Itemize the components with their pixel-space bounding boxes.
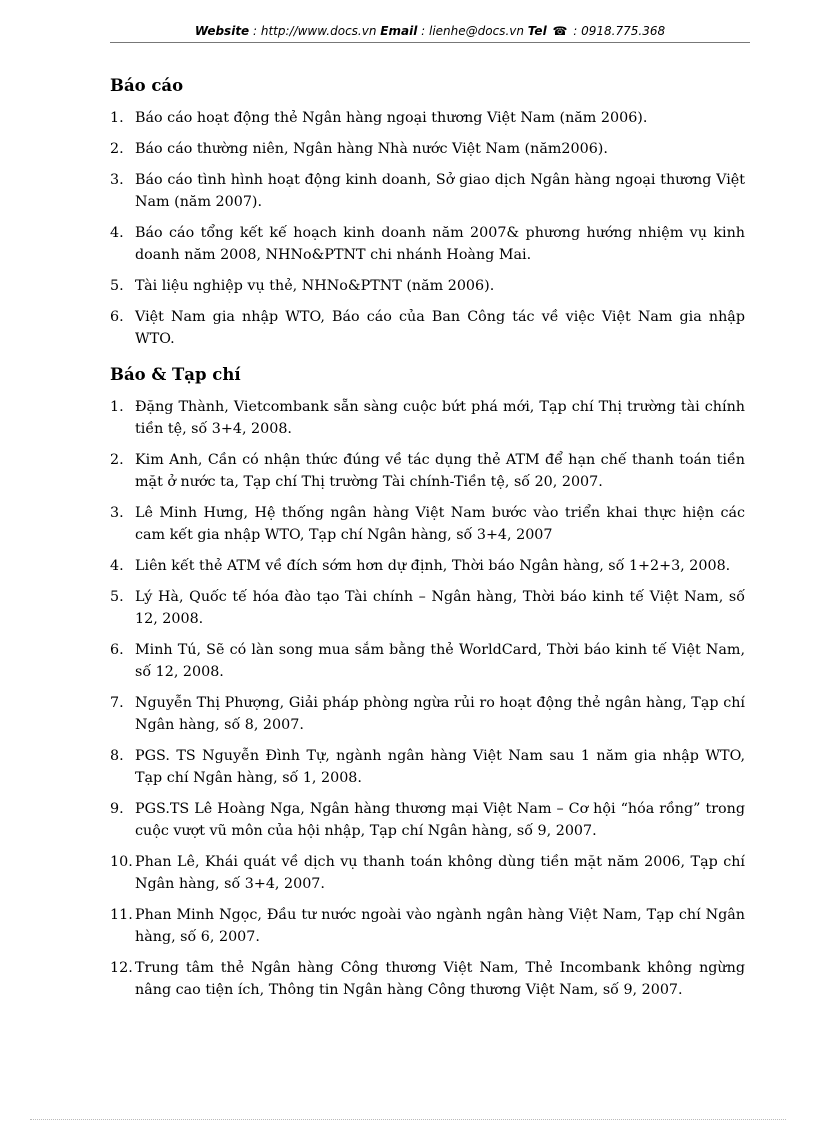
item-number: 1. — [110, 399, 124, 415]
item-number: 6. — [110, 309, 124, 325]
item-text: PGS.TS Lê Hoàng Nga, Ngân hàng thương mại Việt Nam – Cơ hội “hóa rồng” trong cuộc vượt vũ môn của hội nhập, Tạp chí Ngân hàng, số 9, 2007. — [135, 801, 745, 839]
item-text: Báo cáo thường niên, Ngân hàng Nhà nước Việt Nam (năm2006). — [135, 141, 608, 157]
list-item — [110, 222, 745, 266]
item-number: 5. — [110, 589, 124, 605]
footer-divider — [30, 1119, 786, 1120]
email-label: Email — [380, 24, 418, 38]
item-number: 2. — [110, 141, 124, 157]
item-text: Minh Tú, Sẽ có làn song mua sắm bằng thẻ WorldCard, Thời báo kinh tế Việt Nam, số 12, 2008. — [135, 642, 745, 680]
list-item — [110, 745, 745, 789]
website-separator: : — [249, 24, 261, 38]
list-item — [110, 169, 745, 213]
item-text: Phan Lê, Khái quát về dịch vụ thanh toán không dùng tiền mặt năm 2006, Tạp chí Ngân hàng, số 3+4, 2007. — [135, 854, 745, 892]
phone-icon: ☎ — [552, 24, 568, 38]
press-list — [110, 396, 745, 1001]
list-item — [110, 555, 745, 577]
list-item — [110, 851, 745, 895]
item-text: Báo cáo tình hình hoạt động kinh doanh, Sở giao dịch Ngân hàng ngoại thương Việt Nam (năm 2007). — [135, 172, 745, 210]
reports-list — [110, 107, 745, 350]
item-text: Kim Anh, Cần có nhận thức đúng về tác dụng thẻ ATM để hạn chế thanh toán tiền mặt ở nước ta, Tạp chí Thị trường Tài chính-Tiền tệ, số 20, 2007. — [135, 452, 745, 490]
item-text: Tài liệu nghiệp vụ thẻ, NHNo&PTNT (năm 2006). — [135, 278, 495, 294]
item-text: Lý Hà, Quốc tế hóa đào tạo Tài chính – Ngân hàng, Thời báo kinh tế Việt Nam, số 12, 2008. — [135, 589, 745, 627]
email-separator: : — [417, 24, 429, 38]
website-url[interactable]: http://www.docs.vn — [260, 24, 377, 38]
item-number: 4. — [110, 558, 124, 574]
references-content — [110, 74, 745, 1010]
list-item — [110, 275, 745, 297]
item-number: 3. — [110, 505, 124, 521]
item-text: Phan Minh Ngọc, Đầu tư nước ngoài vào ngành ngân hàng Việt Nam, Tạp chí Ngân hàng, số 6, 2007. — [135, 907, 745, 945]
item-number: 5. — [110, 278, 124, 294]
email-address[interactable]: lienhe@docs.vn — [428, 24, 524, 38]
item-number: 7. — [110, 695, 124, 711]
list-item — [110, 692, 745, 736]
item-number: 10. — [110, 854, 133, 870]
list-item — [110, 957, 745, 1001]
item-text: Báo cáo hoạt động thẻ Ngân hàng ngoại thương Việt Nam (năm 2006). — [135, 110, 648, 126]
item-text: Lê Minh Hưng, Hệ thống ngân hàng Việt Nam bước vào triển khai thực hiện các cam kết gia nhập WTO, Tạp chí Ngân hàng, số 3+4, 2007 — [135, 505, 745, 543]
list-item — [110, 502, 745, 546]
section-title-reports: Báo cáo — [110, 76, 184, 95]
website-label: Website — [194, 24, 250, 38]
section-title-press: Báo & Tạp chí — [110, 365, 241, 384]
item-text: Việt Nam gia nhập WTO, Báo cáo của Ban Công tác về việc Việt Nam gia nhập WTO. — [135, 309, 745, 347]
list-item — [110, 449, 745, 493]
list-item — [110, 107, 745, 129]
list-item — [110, 798, 745, 842]
item-number: 2. — [110, 452, 124, 468]
item-number: 9. — [110, 801, 124, 817]
list-item — [110, 586, 745, 630]
tel-number: : 0918.775.368 — [569, 24, 666, 38]
list-item — [110, 306, 745, 350]
item-number: 12. — [110, 960, 133, 976]
header-divider — [110, 42, 750, 43]
item-number: 11. — [110, 907, 133, 923]
list-item — [110, 639, 745, 683]
item-number: 6. — [110, 642, 124, 658]
item-text: Báo cáo tổng kết kế hoạch kinh doanh năm 2007& phương hướng nhiệm vụ kinh doanh năm 2008, NHNo&PTNT chi nhánh Hoàng Mai. — [135, 225, 745, 263]
item-text: Nguyễn Thị Phượng, Giải pháp phòng ngừa rủi ro hoạt động thẻ ngân hàng, Tạp chí Ngân hàng, số 8, 2007. — [135, 695, 745, 733]
list-item — [110, 396, 745, 440]
list-item — [110, 138, 745, 160]
tel-label: Tel — [527, 24, 547, 38]
page-header — [110, 22, 750, 40]
list-item — [110, 904, 745, 948]
item-number: 8. — [110, 748, 124, 764]
item-number: 1. — [110, 110, 124, 126]
item-number: 4. — [110, 225, 124, 241]
item-text: PGS. TS Nguyễn Đình Tự, ngành ngân hàng Việt Nam sau 1 năm gia nhập WTO, Tạp chí Ngân hàng, số 1, 2008. — [135, 748, 745, 786]
item-text: Trung tâm thẻ Ngân hàng Công thương Việt Nam, Thẻ Incombank không ngừng nâng cao tiện ích, Thông tin Ngân hàng Công thương Việt Nam, số 9, 2007. — [135, 960, 745, 998]
item-number: 3. — [110, 172, 124, 188]
item-text: Đặng Thành, Vietcombank sẵn sàng cuộc bứt phá mới, Tạp chí Thị trường tài chính tiền tệ, số 3+4, 2008. — [135, 399, 745, 437]
item-text: Liên kết thẻ ATM về đích sớm hơn dự định, Thời báo Ngân hàng, số 1+2+3, 2008. — [135, 558, 731, 574]
